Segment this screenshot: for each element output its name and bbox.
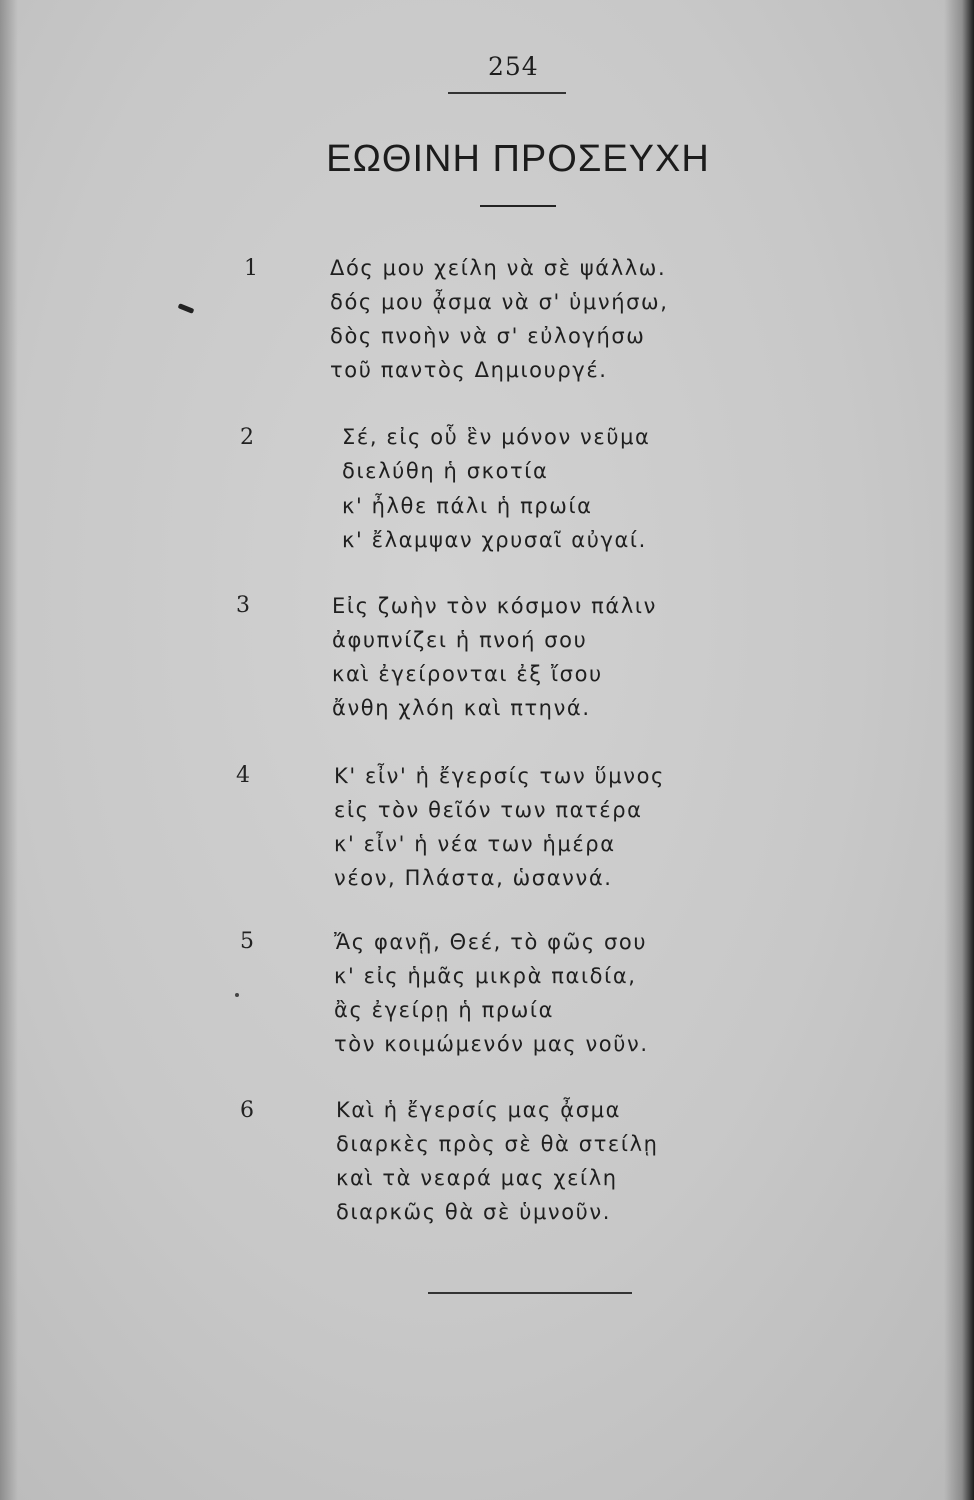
verse-line: δός μου ᾆσμα νὰ σ' ὑμνήσω, <box>330 290 669 314</box>
page-edge-shadow <box>944 0 974 1500</box>
verse-line: τὸν κοιμώμενόν μας νοῦν. <box>334 1032 649 1056</box>
stanza-number: 2 <box>240 425 254 450</box>
verse-line: κ' ἔλαμψαν χρυσαῖ αὐγαί. <box>342 528 647 552</box>
poem-title: ΕΩΘΙΝΗ ΠΡΟΣΕΥΧΗ <box>326 138 710 180</box>
verse-line: Κ' εἶν' ἡ ἔγερσίς των ὕμνος <box>334 764 665 788</box>
verse-line: Εἰς ζωὴν τὸν κόσμον πάλιν <box>332 594 657 618</box>
stanza-number: 5 <box>240 929 254 954</box>
verse-line: νέον, Πλάστα, ὡσαννά. <box>334 866 613 890</box>
gutter-shadow <box>0 0 18 1500</box>
verse-line: κ' ἦλθε πάλι ἡ πρωία <box>342 494 593 518</box>
verse-line: καὶ τὰ νεαρά μας χείλη <box>336 1166 618 1190</box>
stanza-number: 1 <box>244 256 258 281</box>
margin-dot <box>235 993 239 997</box>
verse-line: Δός μου χείλη νὰ σὲ ψάλλω. <box>330 256 667 280</box>
verse-line: διαρκῶς θὰ σὲ ὑμνοῦν. <box>336 1200 612 1224</box>
verse-line: τοῦ παντὸς Δημιουργέ. <box>330 358 608 382</box>
verse-line: εἰς τὸν θεῖόν των πατέρα <box>334 798 643 822</box>
closing-rule <box>428 1292 632 1297</box>
verse-line: κ' εἰς ἡμᾶς μικρὰ παιδία, <box>334 964 637 988</box>
title-rule <box>480 205 556 207</box>
page-number: 254 <box>488 52 539 81</box>
verse-line: διαρκὲς πρὸς σὲ θὰ στείλῃ <box>336 1132 659 1156</box>
stanza-number: 4 <box>236 763 250 788</box>
verse-line: δὸς πνοὴν νὰ σ' εὐλογήσω <box>330 324 646 348</box>
verse-line: ἄνθη χλόη καὶ πτηνά. <box>332 696 591 720</box>
verse-line: κ' εἶν' ἡ νέα των ἡμέρα <box>334 832 616 856</box>
verse-line: Καὶ ἡ ἔγερσίς μας ᾆσμα <box>336 1098 622 1122</box>
verse-line: Ἄς φανῇ, Θεέ, τὸ φῶς σου <box>334 930 648 954</box>
stanza-number: 6 <box>240 1098 254 1123</box>
verse-line: ἂς ἐγείρῃ ἡ πρωία <box>334 998 555 1022</box>
verse-line: καὶ ἐγείρονται ἐξ ἴσου <box>332 662 603 686</box>
stanza-number: 3 <box>236 593 250 618</box>
verse-line: διελύθη ἡ σκοτία <box>342 459 549 483</box>
margin-mark <box>178 303 195 314</box>
verse-line: Σέ, εἰς οὗ ἓν μόνον νεῦμα <box>342 425 651 449</box>
page-number-underline <box>448 92 566 94</box>
verse-line: ἀφυπνίζει ἡ πνοή σου <box>332 628 588 652</box>
